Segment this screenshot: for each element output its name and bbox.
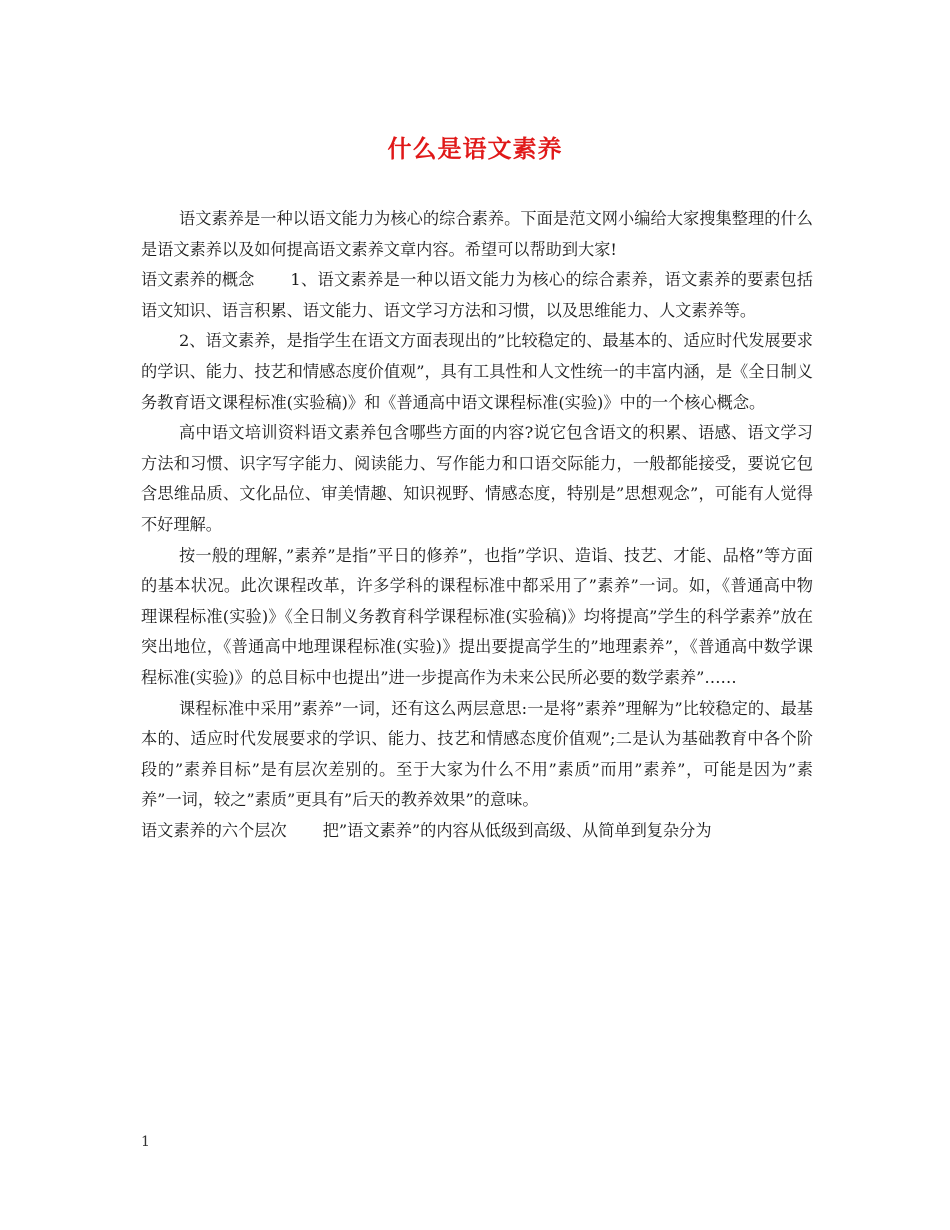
paragraph-concept — [141, 265, 813, 326]
section-heading-concept: 语文素养的概念 — [141, 270, 255, 290]
paragraph-definition: 2、语文素养，是指学生在语文方面表现出的”比较稳定的、最基本的、适应时代发展要求的学识、能力、技艺和情感态度价值观”，具有工具性和人文性统一的丰富内涵，是《全日制义务教育语文课程标准(实验稿)》和《普通高中语文课程标准(实验)》中的一个核心概念。 — [141, 331, 813, 412]
page-number: 1 — [141, 1134, 150, 1150]
paragraph-content: 高中语文培训资料语文素养包含哪些方面的内容?说它包含语文的积累、语感、语文学习方法和习惯、识字写字能力、阅读能力、写作能力和口语交际能力，一般都能接受，要说它包含思维品质、文化品位、审美情趣、知识视野、情感态度，特别是”思想观念”，可能有人觉得不好理解。 — [141, 423, 813, 534]
paragraph-meaning: 课程标准中采用”素养”一词，还有这么两层意思:一是将”素养”理解为”比较稳定的、最基本的、适应时代发展要求的学识、能力、技艺和情感态度价值观”;二是认为基础教育中各个阶段的”素养目标”是有层次差别的。至于大家为什么不用”素质”而用”素养”，可能是因为”素养”一词，较之”素质”更具有”后天的教养效果”的意味。 — [141, 698, 813, 810]
paragraph-levels — [141, 816, 813, 847]
document-body — [141, 204, 813, 846]
paragraph-understanding: 按一般的理解，”素养”是指”平日的修养”，也指”学识、造诣、技艺、才能、品格”等方面的基本状况。此次课程改革，许多学科的课程标准中都采用了”素养”一词。如，《普通高中物理课程标准(实验)》《全日制义务教育科学课程标准(实验稿)》均将提高”学生的科学素养”放在突出地位，《普通高中地理课程标准(实验)》提出要提高学生的”地理素养”，《普通高中数学课程标准(实验)》的总目标中也提出”进一步提高作为未来公民所必要的数学素养”…… — [141, 545, 813, 687]
paragraph-concept-text: 1、语文素养是一种以语文能力为核心的综合素养，语文素养的要素包括语文知识、语言积累、语文能力、语文学习方法和习惯，以及思维能力、人文素养等。 — [141, 270, 813, 320]
paragraph-levels-text: 把”语文素养”的内容从低级到高级、从简单到复杂分为 — [322, 820, 712, 840]
document-title: 什么是语文素养 — [387, 134, 563, 163]
section-heading-levels: 语文素养的六个层次 — [141, 820, 287, 840]
paragraph-intro: 语文素养是一种以语文能力为核心的综合素养。下面是范文网小编给大家搜集整理的什么是语文素养以及如何提高语文素养文章内容。希望可以帮助到大家! — [141, 209, 813, 259]
